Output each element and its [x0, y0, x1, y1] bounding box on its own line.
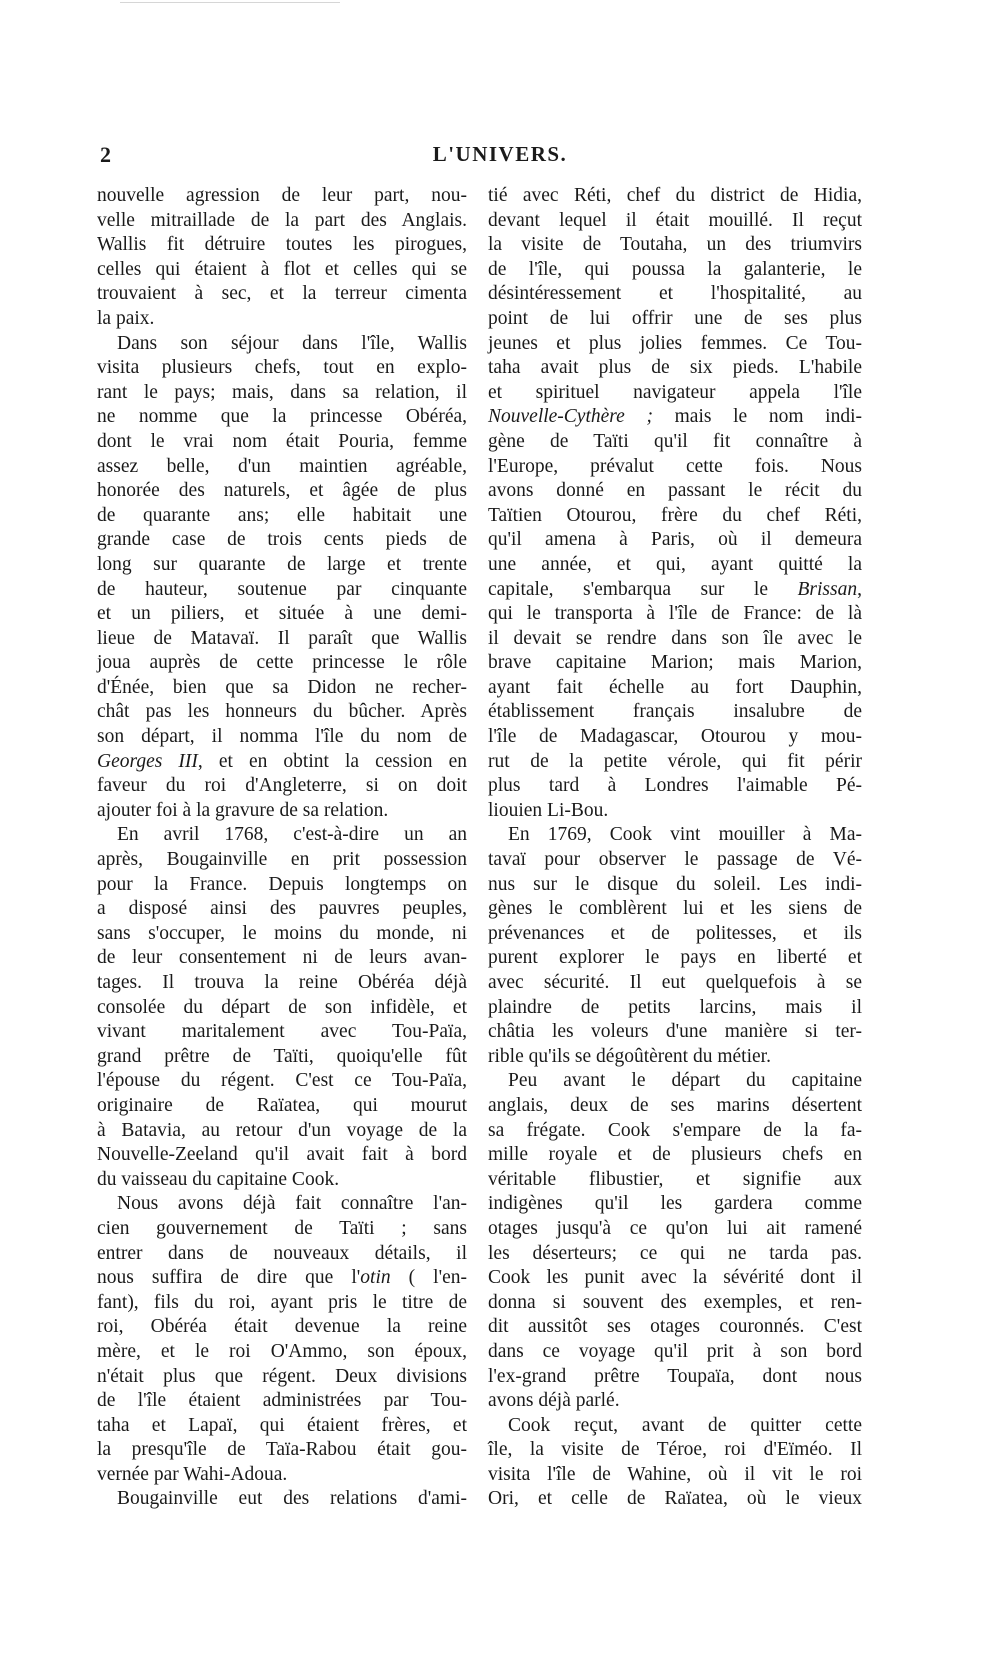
text-line: l'ex-grand prêtre Toupaïa, dont nous: [488, 1365, 862, 1387]
text-line: lieue de Matavaï. Il paraît que Wallis: [97, 627, 467, 649]
text-line: une année, et qui, ayant quitté la: [488, 553, 862, 575]
text-line: taha avait plus de six pieds. L'habile: [488, 357, 862, 379]
text-line: du vaisseau du capitaine Cook.: [97, 1168, 340, 1190]
text-line: ayant fait échelle au fort Dauphin,: [488, 676, 862, 698]
text-line: devant lequel il était mouillé. Il reçut: [488, 209, 862, 231]
text-line: à Batavia, au retour d'un voyage de la: [97, 1119, 467, 1141]
text-line: otages jusqu'à ce qu'on lui ait ramené: [488, 1217, 862, 1239]
text-line: purent explorer le pays en liberté et: [488, 947, 862, 969]
text-line: gènes le comblèrent lui et les siens de: [488, 898, 862, 920]
text-line: velle mitraillade de la part des Anglais.: [97, 209, 467, 231]
text-line: et spirituel navigateur appela l'île: [488, 381, 862, 403]
text-line: Nouvelle-Cythère ; mais le nom indi-: [488, 406, 862, 428]
text-line: plaindre de petits larcins, mais il: [488, 996, 862, 1018]
paragraph: [97, 184, 467, 332]
text-line: anglais, deux de ses marins désertent: [488, 1094, 862, 1116]
text-line: Ori, et celle de Raïatea, où le vieux: [488, 1488, 862, 1510]
scan-edge-mark: [120, 2, 340, 3]
text-line: plus tard à Londres l'aimable Pé-: [488, 775, 862, 797]
text-line: En 1769, Cook vint mouiller à Ma-: [508, 824, 862, 846]
text-line: établissement français insalubre de: [488, 701, 862, 723]
text-line: capitale, s'embarqua sur le Brissan,: [488, 578, 862, 600]
text-line: honorée des naturels, et âgée de plus: [97, 480, 467, 502]
text-line: cien gouvernement de Taïti ; sans: [97, 1217, 467, 1239]
text-line: point de lui offrir une de ses plus: [488, 307, 862, 329]
text-line: roi, Obéréa était devenue la reine: [97, 1316, 467, 1338]
text-line: ajouter foi à la gravure de sa relation.: [97, 799, 389, 821]
text-line: Nous avons déjà fait connaître l'an-: [117, 1193, 467, 1215]
text-line: avec sécurité. Il eut quelquefois à se: [488, 972, 862, 993]
text-line: brave capitaine Marion; mais Marion,: [488, 652, 862, 674]
italic-text: Georges III: [97, 750, 198, 772]
text-line: long sur quarante de large et trente: [97, 553, 467, 575]
text-line: assez belle, d'un maintien agréable,: [97, 455, 467, 477]
text-line: sa frégate. Cook s'empare de la fa-: [488, 1119, 862, 1141]
text-line: donna si souvent des exemples, et ren-: [488, 1291, 862, 1313]
paragraph: [488, 184, 862, 823]
text-line: rant le pays; mais, dans sa relation, il: [97, 381, 467, 403]
text-line: Peu avant le départ du capitaine: [508, 1070, 862, 1092]
text-line: de l'île étaient administrées par Tou-: [97, 1390, 467, 1412]
text-line: chât pas les honneurs du bûcher. Après: [97, 701, 467, 723]
text-line: indigènes qu'il les gardera comme: [488, 1193, 862, 1215]
page-number: 2: [100, 142, 111, 167]
paragraph: [97, 332, 467, 824]
text-line: visita plusieurs chefs, tout en explo-: [97, 357, 467, 379]
text-line: faveur du roi d'Angleterre, si on doit: [97, 775, 467, 797]
text-line: ne nomme que la princesse Obéréa,: [97, 406, 467, 428]
text-line: liouien Li-Bou.: [488, 799, 609, 821]
paragraph: [97, 823, 467, 1192]
text-line: désintéressement et l'hospitalité, au: [488, 283, 862, 305]
text-column-left: [97, 184, 467, 1512]
text-line: Dans son séjour dans l'île, Wallis: [117, 332, 467, 354]
text-line: la presqu'île de Taïa-Rabou était gou-: [97, 1439, 467, 1461]
text-line: sans s'occuper, le moins du monde, ni: [97, 922, 467, 944]
text-line: visita l'île de Wahine, où il vit le roi: [488, 1463, 862, 1485]
text-line: il devait se rendre dans son île avec le: [488, 627, 862, 649]
text-line: île, la visite de Téroe, roi d'Eïméo. Il: [488, 1439, 862, 1461]
text-line: a disposé ainsi des pauvres peuples,: [97, 898, 467, 920]
text-line: de l'île, qui poussa la galanterie, le: [488, 258, 862, 280]
text-line: Cook reçut, avant de quitter cette: [508, 1414, 862, 1436]
text-line: originaire de Raïatea, qui mourut: [97, 1094, 467, 1116]
text-line: grand prêtre de Taïti, quoiqu'elle fût: [97, 1045, 467, 1067]
text-line: vernée par Wahi-Adoua.: [97, 1463, 288, 1485]
text-line: Wallis fit détruire toutes les pirogues,: [97, 234, 467, 256]
text-line: rut de la petite vérole, qui fit périr: [488, 750, 862, 772]
text-line: l'Europe, prévalut cette fois. Nous: [488, 455, 862, 477]
italic-text: Nouvelle-Cythère ;: [488, 406, 653, 428]
text-line: châtia les voleurs d'une manière si ter-: [488, 1021, 862, 1043]
text-line: et un piliers, et située à une demi-: [97, 603, 467, 625]
text-line: de hauteur, soutenue par cinquante: [97, 578, 467, 600]
text-line: nouvelle agression de leur part, nou-: [97, 185, 467, 206]
text-line: l'île de Madagascar, Otourou y mou-: [488, 726, 862, 748]
paragraph: [97, 1487, 467, 1512]
text-line: En avril 1768, c'est-à-dire un an: [117, 824, 467, 846]
text-line: véritable flibustier, et signifie aux: [488, 1168, 862, 1190]
text-line: qu'il amena à Paris, où il demeura: [488, 529, 862, 551]
text-line: nous suffira de dire que l'otin ( l'en-: [97, 1267, 468, 1289]
text-line: de leur consentement ni de leurs avan-: [97, 947, 467, 969]
text-line: dans ce voyage qu'il prit à son bord: [488, 1340, 862, 1362]
text-line: l'épouse du régent. C'est ce Tou-Païa,: [97, 1070, 467, 1092]
text-line: son départ, il nomma l'île du nom de: [97, 726, 467, 748]
text-line: Nouvelle-Zeeland qu'il avait fait à bord: [97, 1144, 467, 1166]
italic-text: otin: [360, 1267, 391, 1289]
paragraph: [97, 1192, 467, 1487]
text-line: avons déjà parlé.: [488, 1390, 620, 1412]
text-line: taha et Lapaï, qui étaient frères, et: [97, 1414, 467, 1436]
paragraph: [488, 1069, 862, 1413]
text-line: qui le transporta à l'île de France: de là: [488, 603, 862, 625]
italic-text: Brissan: [797, 578, 858, 600]
text-line: la paix.: [97, 307, 155, 329]
text-line: tavaï pour observer le passage de Vé-: [488, 849, 862, 871]
text-line: fant), fils du roi, ayant pris le titre de: [97, 1291, 467, 1313]
text-line: vivant maritalement avec Tou-Païa,: [97, 1021, 467, 1043]
text-line: avons donné en passant le récit du: [488, 480, 862, 502]
text-line: prévenances et de politesses, et ils: [488, 922, 862, 944]
running-head: L'UNIVERS.: [432, 142, 568, 166]
paragraph: [488, 1414, 862, 1512]
text-line: consolée du départ de son infidèle, et: [97, 996, 467, 1018]
text-line: après, Bougainville en prit possession: [97, 849, 467, 871]
text-line: dit aussitôt ses otages couronnés. C'est: [488, 1316, 862, 1338]
text-line: rible qu'ils se dégoûtèrent du métier.: [488, 1045, 771, 1067]
text-line: jeunes et plus jolies femmes. Ce Tou-: [488, 332, 862, 354]
text-line: les déserteurs; ce qui ne tarda pas.: [488, 1242, 862, 1264]
text-line: grande case de trois cents pieds de: [97, 529, 467, 551]
text-line: pour la France. Depuis longtemps on: [97, 873, 467, 895]
text-line: trouvaient à sec, et la terreur cimenta: [97, 283, 467, 305]
text-column-right: [488, 184, 862, 1512]
text-line: joua auprès de cette princesse le rôle: [97, 652, 467, 674]
text-line: la visite de Toutaha, un des triumvirs: [488, 234, 862, 256]
text-line: mère, et le roi O'Ammo, son époux,: [97, 1340, 467, 1362]
text-line: tié avec Réti, chef du district de Hidia,: [488, 185, 862, 206]
text-line: tages. Il trouva la reine Obéréa déjà: [97, 972, 467, 993]
text-line: Georges III, et en obtint la cession en: [97, 750, 467, 772]
text-line: d'Énée, bien que sa Didon ne recher-: [97, 676, 467, 698]
text-line: gène de Taïti qu'il fit connaître à: [488, 430, 862, 452]
text-line: nus sur le disque du soleil. Les indi-: [488, 873, 862, 895]
text-line: entrer dans de nouveaux détails, il: [97, 1242, 467, 1264]
text-line: celles qui étaient à flot et celles qui se: [97, 258, 467, 280]
text-line: Bougainville eut des relations d'ami-: [117, 1488, 467, 1510]
paragraph: [488, 823, 862, 1069]
text-line: dont le vrai nom était Pouria, femme: [97, 430, 467, 452]
text-line: Cook les punit avec la sévérité dont il: [488, 1267, 862, 1289]
text-line: n'était plus que régent. Deux divisions: [97, 1365, 467, 1387]
text-line: Taïtien Otourou, frère du chef Réti,: [488, 504, 862, 526]
text-line: mille royale et de plusieurs chefs en: [488, 1144, 862, 1166]
text-line: de quarante ans; elle habitait une: [97, 504, 467, 526]
